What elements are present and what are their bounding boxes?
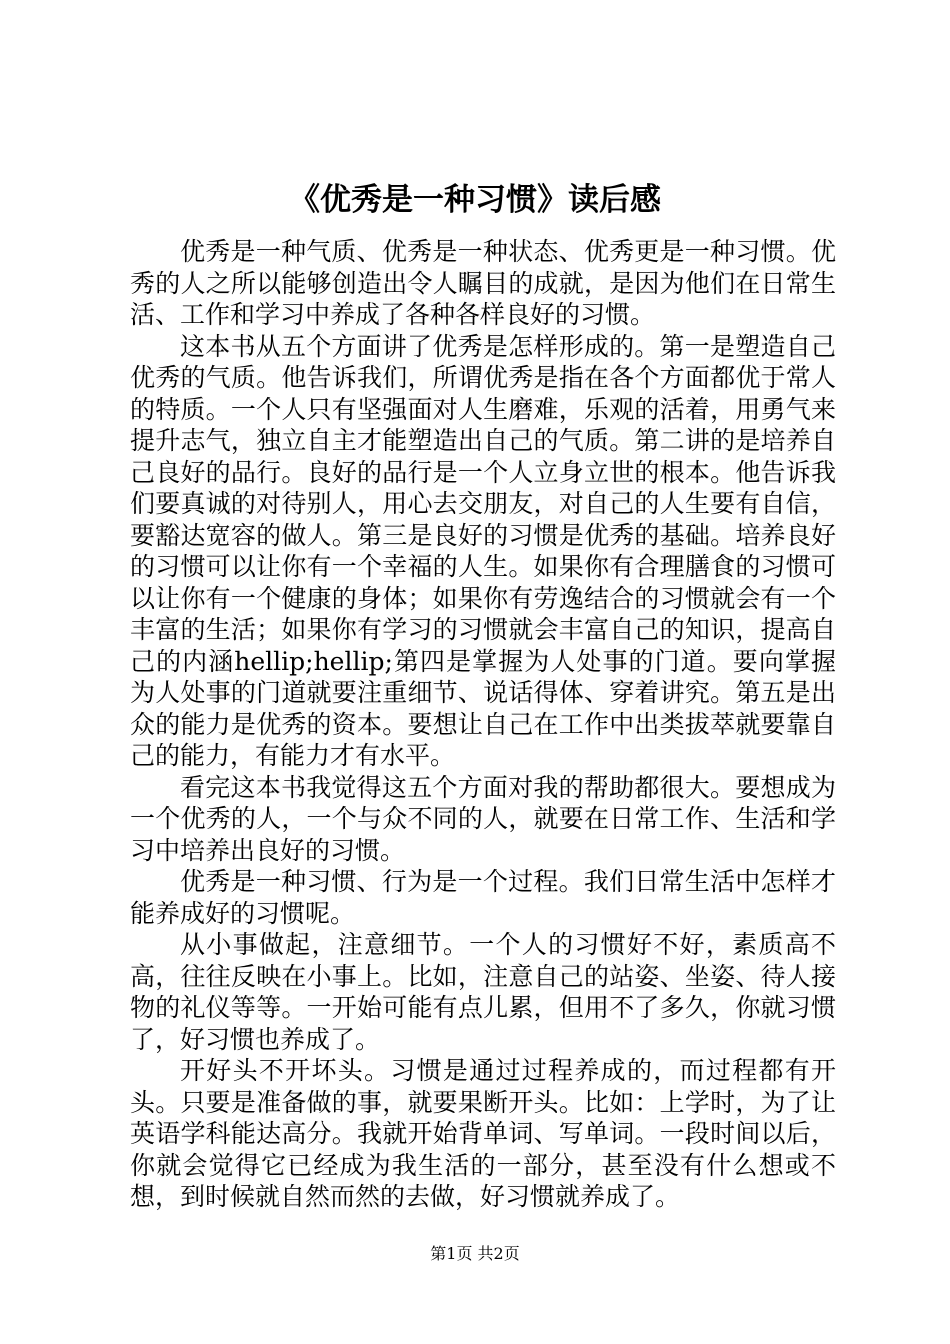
paragraph-2: 这本书从五个方面讲了优秀是怎样形成的。第一是塑造自己优秀的气质。他告诉我们，所谓优秀是指在各个方面都优于常人的特质。一个人只有坚强面对人生磨难，乐观的活着，用勇气来提升志气，独立自主才能塑造出自己的气质。第二讲的是培养自己良好的品行。良好的品行是一个人立身立世的根本。他告诉我们要真诚的对待别人，用心去交朋友，对自己的人生要有自信，要豁达宽容的做人。第三是良好的习惯是优秀的基础。培养良好的习惯可以让你有一个幸福的人生。如果你有合理膳食的习惯可以让你有一个健康的身体；如果你有劳逸结合的习惯就会有一个丰富的生活；如果你有学习的习惯就会丰富自己的知识，提高自己的内涵hellip;hellip;第四是掌握为人处事的门道。要向掌握为人处事的门道就要注重细节、说话得体、穿着讲究。第五是出众的能力是优秀的资本。要想让自己在工作中出类拔萃就要靠自己的能力，有能力才有水平。 xyxy=(130,331,836,770)
paragraph-5: 从小事做起，注意细节。一个人的习惯好不好，素质高不高，往往反映在小事上。比如，注意自己的站姿、坐姿、待人接物的礼仪等等。一开始可能有点儿累，但用不了多久，你就习惯了，好习惯也养成了。 xyxy=(130,930,836,1054)
paragraph-6: 开好头不开坏头。习惯是通过过程养成的，而过程都有开头。只要是准备做的事，就要果断开头。比如：上学时，为了让英语学科能达高分。我就开始背单词、写单词。一段时间以后，你就会觉得它已经成为我生活的一部分，甚至没有什么想或不想，到时候就自然而然的去做，好习惯就养成了。 xyxy=(130,1056,836,1211)
page-footer: 第1页 共2页 xyxy=(430,1244,520,1263)
document-title: 《优秀是一种习惯》读后感 xyxy=(289,182,661,218)
paragraph-3: 看完这本书我觉得这五个方面对我的帮助都很大。要想成为一个优秀的人，一个与众不同的人，就要在日常工作、生活和学习中培养出良好的习惯。 xyxy=(130,772,836,865)
document-body xyxy=(130,236,836,1213)
paragraph-1: 优秀是一种气质、优秀是一种状态、优秀更是一种习惯。优秀的人之所以能够创造出令人瞩目的成就，是因为他们在日常生活、工作和学习中养成了各种各样良好的习惯。 xyxy=(130,237,836,329)
paragraph-4: 优秀是一种习惯、行为是一个过程。我们日常生活中怎样才能养成好的习惯呢。 xyxy=(130,867,836,928)
